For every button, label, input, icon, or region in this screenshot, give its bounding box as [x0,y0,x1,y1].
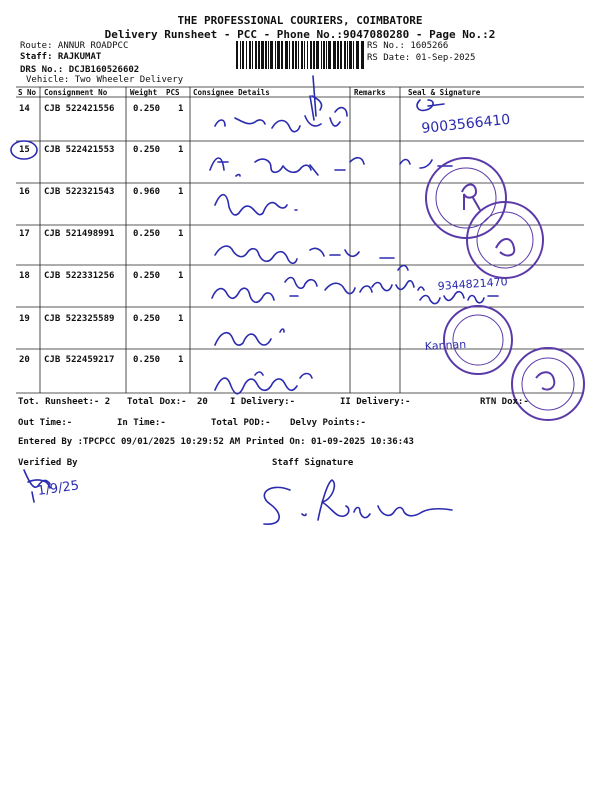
barcode-bar [292,41,294,69]
barcode-bar [304,41,305,69]
company-seal-stamp [426,158,506,238]
row-consignment: CJB 522421556 [44,104,115,114]
handwritten-phone-2: 9344821470 [437,275,509,293]
staff-signature-scribble [264,480,452,524]
col-header-pcs: PCS [166,88,180,97]
staff-signature-label: Staff Signature [272,458,354,468]
tot-runsheet: Tot. Runsheet:- 2 [18,397,111,407]
row-sno: 17 [19,229,30,239]
row-sno: 20 [19,355,30,365]
row-sno: 18 [19,271,30,281]
printed-on: Printed On: 01-09-2025 10:36:43 [246,437,414,447]
i-delivery-label: I Delivery:- [230,397,296,407]
row-sno: 16 [19,187,30,197]
ii-delivery-label: II Delivery:- [340,397,411,407]
barcode-bar [316,41,319,69]
staff-label: Staff: RAJKUMAT [20,52,102,62]
barcode-bar [265,41,267,69]
row-consignment: CJB 522421553 [44,145,115,155]
seal-initials [417,100,444,110]
company-title: THE PROFESSIONAL COURIERS, COIMBATORE [177,14,423,27]
barcode-bar [310,41,312,69]
row-consignment: CJB 521498991 [44,229,115,239]
col-header-seal: Seal & Signature [408,88,481,97]
barcode-bar [281,41,283,69]
barcode-bar [344,41,346,69]
in-time-label: In Time:- [117,418,166,428]
barcode-bar [356,41,359,69]
barcode-bar [277,41,280,69]
barcode [236,41,364,69]
barcode-bar [261,41,264,69]
row-weight: 0.250 [133,271,161,281]
barcode-bar [361,41,364,69]
row-weight: 0.250 [133,104,161,114]
row-weight: 0.250 [133,355,161,365]
barcode-bar [333,41,336,69]
barcode-bar [307,41,308,69]
table-row [19,355,183,365]
barcode-bar [255,41,257,69]
delvy-points-label: Delvy Points:- [290,418,366,428]
row-consignment: CJB 522321543 [44,187,115,197]
barcode-bar [298,41,299,69]
barcode-bar [349,41,352,69]
row-pcs: 1 [178,104,184,114]
barcode-bar [347,41,348,69]
barcode-bar [326,41,327,69]
barcode-bar [340,41,342,69]
verified-by-label: Verified By [18,458,78,468]
route-label: Route: ANNUR ROADPCC [20,41,129,51]
barcode-bar [328,41,331,69]
total-dox-label: Total Dox:- [127,397,187,407]
col-header-remarks: Remarks [354,88,386,97]
row-consignment: CJB 522459217 [44,355,115,365]
row-consignment: CJB 522325589 [44,314,115,324]
row-pcs: 1 [178,229,184,239]
barcode-bar [242,41,244,69]
row-weight: 0.250 [133,314,161,324]
barcode-bar [313,41,315,69]
table-row [19,271,183,281]
barcode-bar [236,41,238,69]
barcode-bar [252,41,253,69]
rtn-dox-label: RTN Dox:- [480,397,529,407]
row-sno: 19 [19,314,30,324]
rs-number: RS No.: 1605266 [367,41,449,51]
barcode-bar [285,41,288,69]
barcode-bar [301,41,303,69]
runsheet-rows [19,104,183,365]
barcode-bar [258,41,260,69]
row-weight: 0.250 [133,229,161,239]
barcode-bar [268,41,269,69]
company-seal-stamp [512,348,584,420]
row-pcs: 1 [178,145,184,155]
verify-date: 1/9/25 [36,478,80,499]
row-weight: 0.250 [133,145,161,155]
drs-number: DRS No.: DCJB160526602 [20,65,140,75]
total-pod-label: Total POD:- [211,418,271,428]
table-row [19,145,183,155]
total-dox-value: 20 [197,397,208,407]
runsheet-table-grid [16,87,584,393]
barcode-bar [337,41,339,69]
row-weight: 0.960 [133,187,161,197]
barcode-bar [289,41,290,69]
barcode-bar [295,41,297,69]
barcode-bar [249,41,251,69]
table-row [19,229,183,239]
barcode-bar [275,41,276,69]
col-header-sno: S No [18,88,37,97]
col-header-consignee: Consignee Details [193,88,270,97]
vehicle-label: Vehicle: Two Wheeler Delivery [26,75,184,85]
row-sno: 14 [19,104,30,114]
col-header-consignment: Consignment No [44,88,108,97]
barcode-bar [240,41,241,69]
company-seal-stamp [467,202,543,278]
row-pcs: 1 [178,187,184,197]
row-consignment: CJB 522331256 [44,271,115,281]
handwritten-name: Kannan [424,337,467,353]
runsheet-subtitle: Delivery Runsheet - PCC - Phone No.:9047080280 - Page No.:2 [104,28,496,41]
entered-by: Entered By :TPCPCC 09/01/2025 10:29:52 AM [18,437,241,447]
row-pcs: 1 [178,271,184,281]
col-header-weight: Weight [130,88,158,97]
barcode-bar [246,41,247,69]
table-row [19,314,183,324]
row-pcs: 1 [178,314,184,324]
out-time-label: Out Time:- [18,418,73,428]
barcode-bar [323,41,325,69]
row-pcs: 1 [178,355,184,365]
table-row [19,104,183,114]
rs-date: RS Date: 01-Sep-2025 [367,53,476,63]
handwritten-phone-1: 9003566410 [420,111,512,137]
barcode-bar [353,41,354,69]
barcode-bar [270,41,273,69]
table-row [19,187,183,197]
barcode-bar [321,41,322,69]
row-sno: 15 [19,145,30,155]
